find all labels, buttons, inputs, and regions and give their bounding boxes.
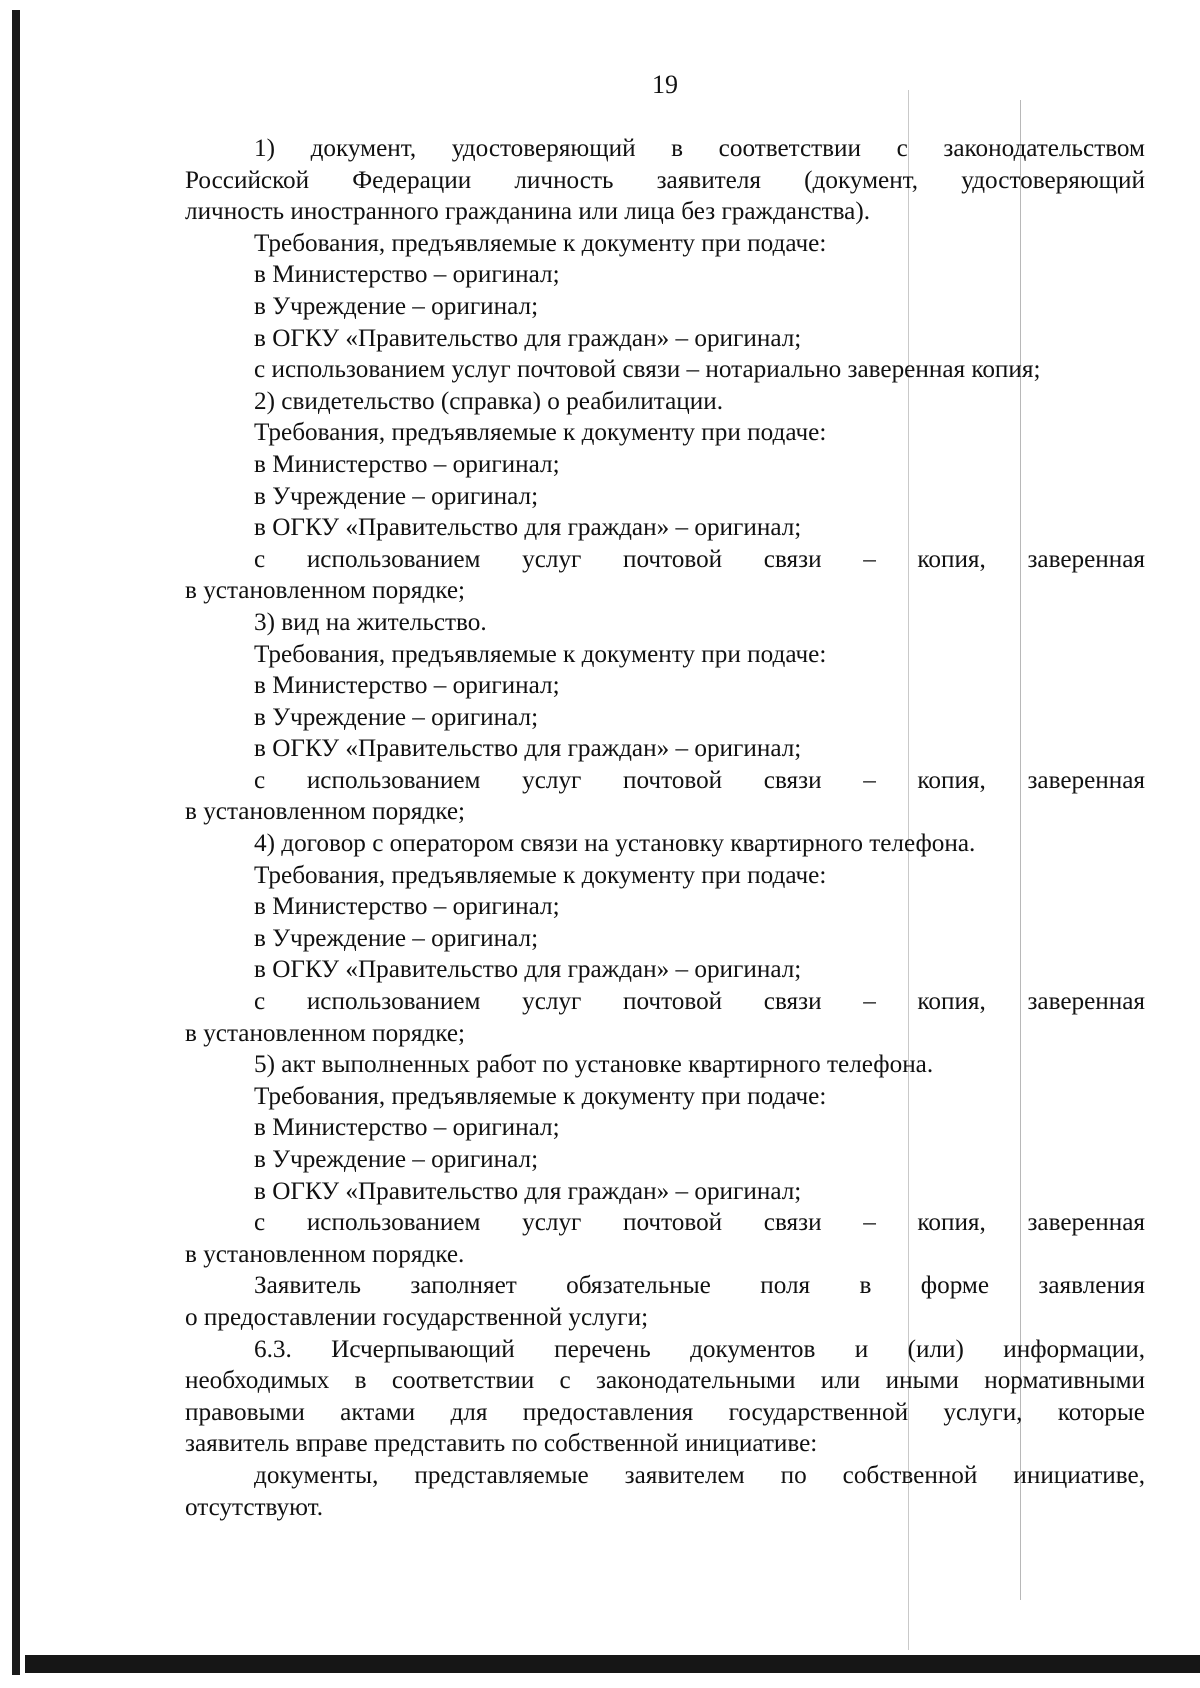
text-line: в установленном порядке;: [185, 1019, 466, 1047]
text-line: 5) акт выполненных работ по установке квартирного телефона.: [254, 1051, 934, 1079]
document-body: [185, 133, 1145, 1523]
page-number: 19: [652, 70, 678, 99]
text-line: в ОГКУ «Правительство для граждан» – оригинал;: [254, 514, 802, 542]
text-line: 1) документ, удостоверяющий в соответствии с законодательством: [254, 135, 1145, 162]
text-line: с использованием услуг почтовой связи – копия, заверенная: [254, 766, 1145, 794]
text-line: с использованием услуг почтовой связи – копия, заверенная: [254, 545, 1145, 573]
text-line: личность иностранного гражданина или лица без гражданства).: [185, 198, 871, 226]
text-line: в Министерство – оригинал;: [254, 450, 560, 478]
text-line: в Министерство – оригинал;: [254, 261, 560, 289]
text-line: в Министерство – оригинал;: [254, 672, 560, 700]
text-line: в Учреждение – оригинал;: [254, 924, 539, 952]
text-line: 2) свидетельство (справка) о реабилитации.: [254, 387, 724, 415]
text-line: отсутствуют.: [185, 1493, 324, 1521]
text-line: в Учреждение – оригинал;: [254, 703, 539, 731]
text-line: заявитель вправе представить по собственной инициативе:: [185, 1430, 818, 1458]
text-line: Требования, предъявляемые к документу при подаче:: [254, 861, 827, 889]
text-line: в Учреждение – оригинал;: [254, 482, 539, 510]
text-line: в установленном порядке;: [185, 798, 466, 826]
text-line: 4) договор с оператором связи на установку квартирного телефона.: [254, 830, 976, 858]
scan-left-edge: [12, 10, 20, 1675]
text-line: в Учреждение – оригинал;: [254, 292, 539, 320]
text-line: 3) вид на жительство.: [254, 608, 487, 636]
text-line: в Министерство – оригинал;: [254, 1114, 560, 1142]
text-line: 6.3. Исчерпывающий перечень документов и (или) информации,: [254, 1335, 1145, 1363]
text-line: в установленном порядке;: [185, 577, 466, 605]
text-line: правовыми актами для предоставления государственной услуги, которые: [185, 1398, 1145, 1426]
text-line: в ОГКУ «Правительство для граждан» – оригинал;: [254, 324, 802, 352]
text-line: Заявитель заполняет обязательные поля в форме заявления: [254, 1272, 1145, 1300]
text-line: с использованием услуг почтовой связи – копия, заверенная: [254, 1209, 1145, 1237]
text-line: необходимых в соответствии с законодательными или иными нормативными: [185, 1367, 1145, 1395]
text-line: о предоставлении государственной услуги;: [185, 1303, 649, 1331]
text-line: Российской Федерации личность заявителя (документ, удостоверяющий: [185, 166, 1145, 194]
text-line: в установленном порядке.: [185, 1240, 465, 1268]
text-line: в Министерство – оригинал;: [254, 893, 560, 921]
text-line: в Учреждение – оригинал;: [254, 1146, 539, 1173]
text-line: Требования, предъявляемые к документу при подаче:: [254, 640, 827, 668]
text-line: в ОГКУ «Правительство для граждан» – оригинал;: [254, 1177, 802, 1205]
text-line: Требования, предъявляемые к документу при подаче:: [254, 1082, 827, 1110]
scan-bottom-edge: [25, 1655, 1200, 1673]
text-line: в ОГКУ «Правительство для граждан» – оригинал;: [254, 735, 802, 763]
text-line: в ОГКУ «Правительство для граждан» – оригинал;: [254, 956, 802, 984]
text-line: Требования, предъявляемые к документу при подаче:: [254, 419, 827, 447]
text-line: Требования, предъявляемые к документу при подаче:: [254, 229, 827, 257]
text-line: с использованием услуг почтовой связи – нотариально заверенная копия;: [254, 356, 1041, 384]
text-line: с использованием услуг почтовой связи – копия, заверенная: [254, 988, 1145, 1016]
text-line: документы, представляемые заявителем по собственной инициативе,: [254, 1461, 1145, 1489]
